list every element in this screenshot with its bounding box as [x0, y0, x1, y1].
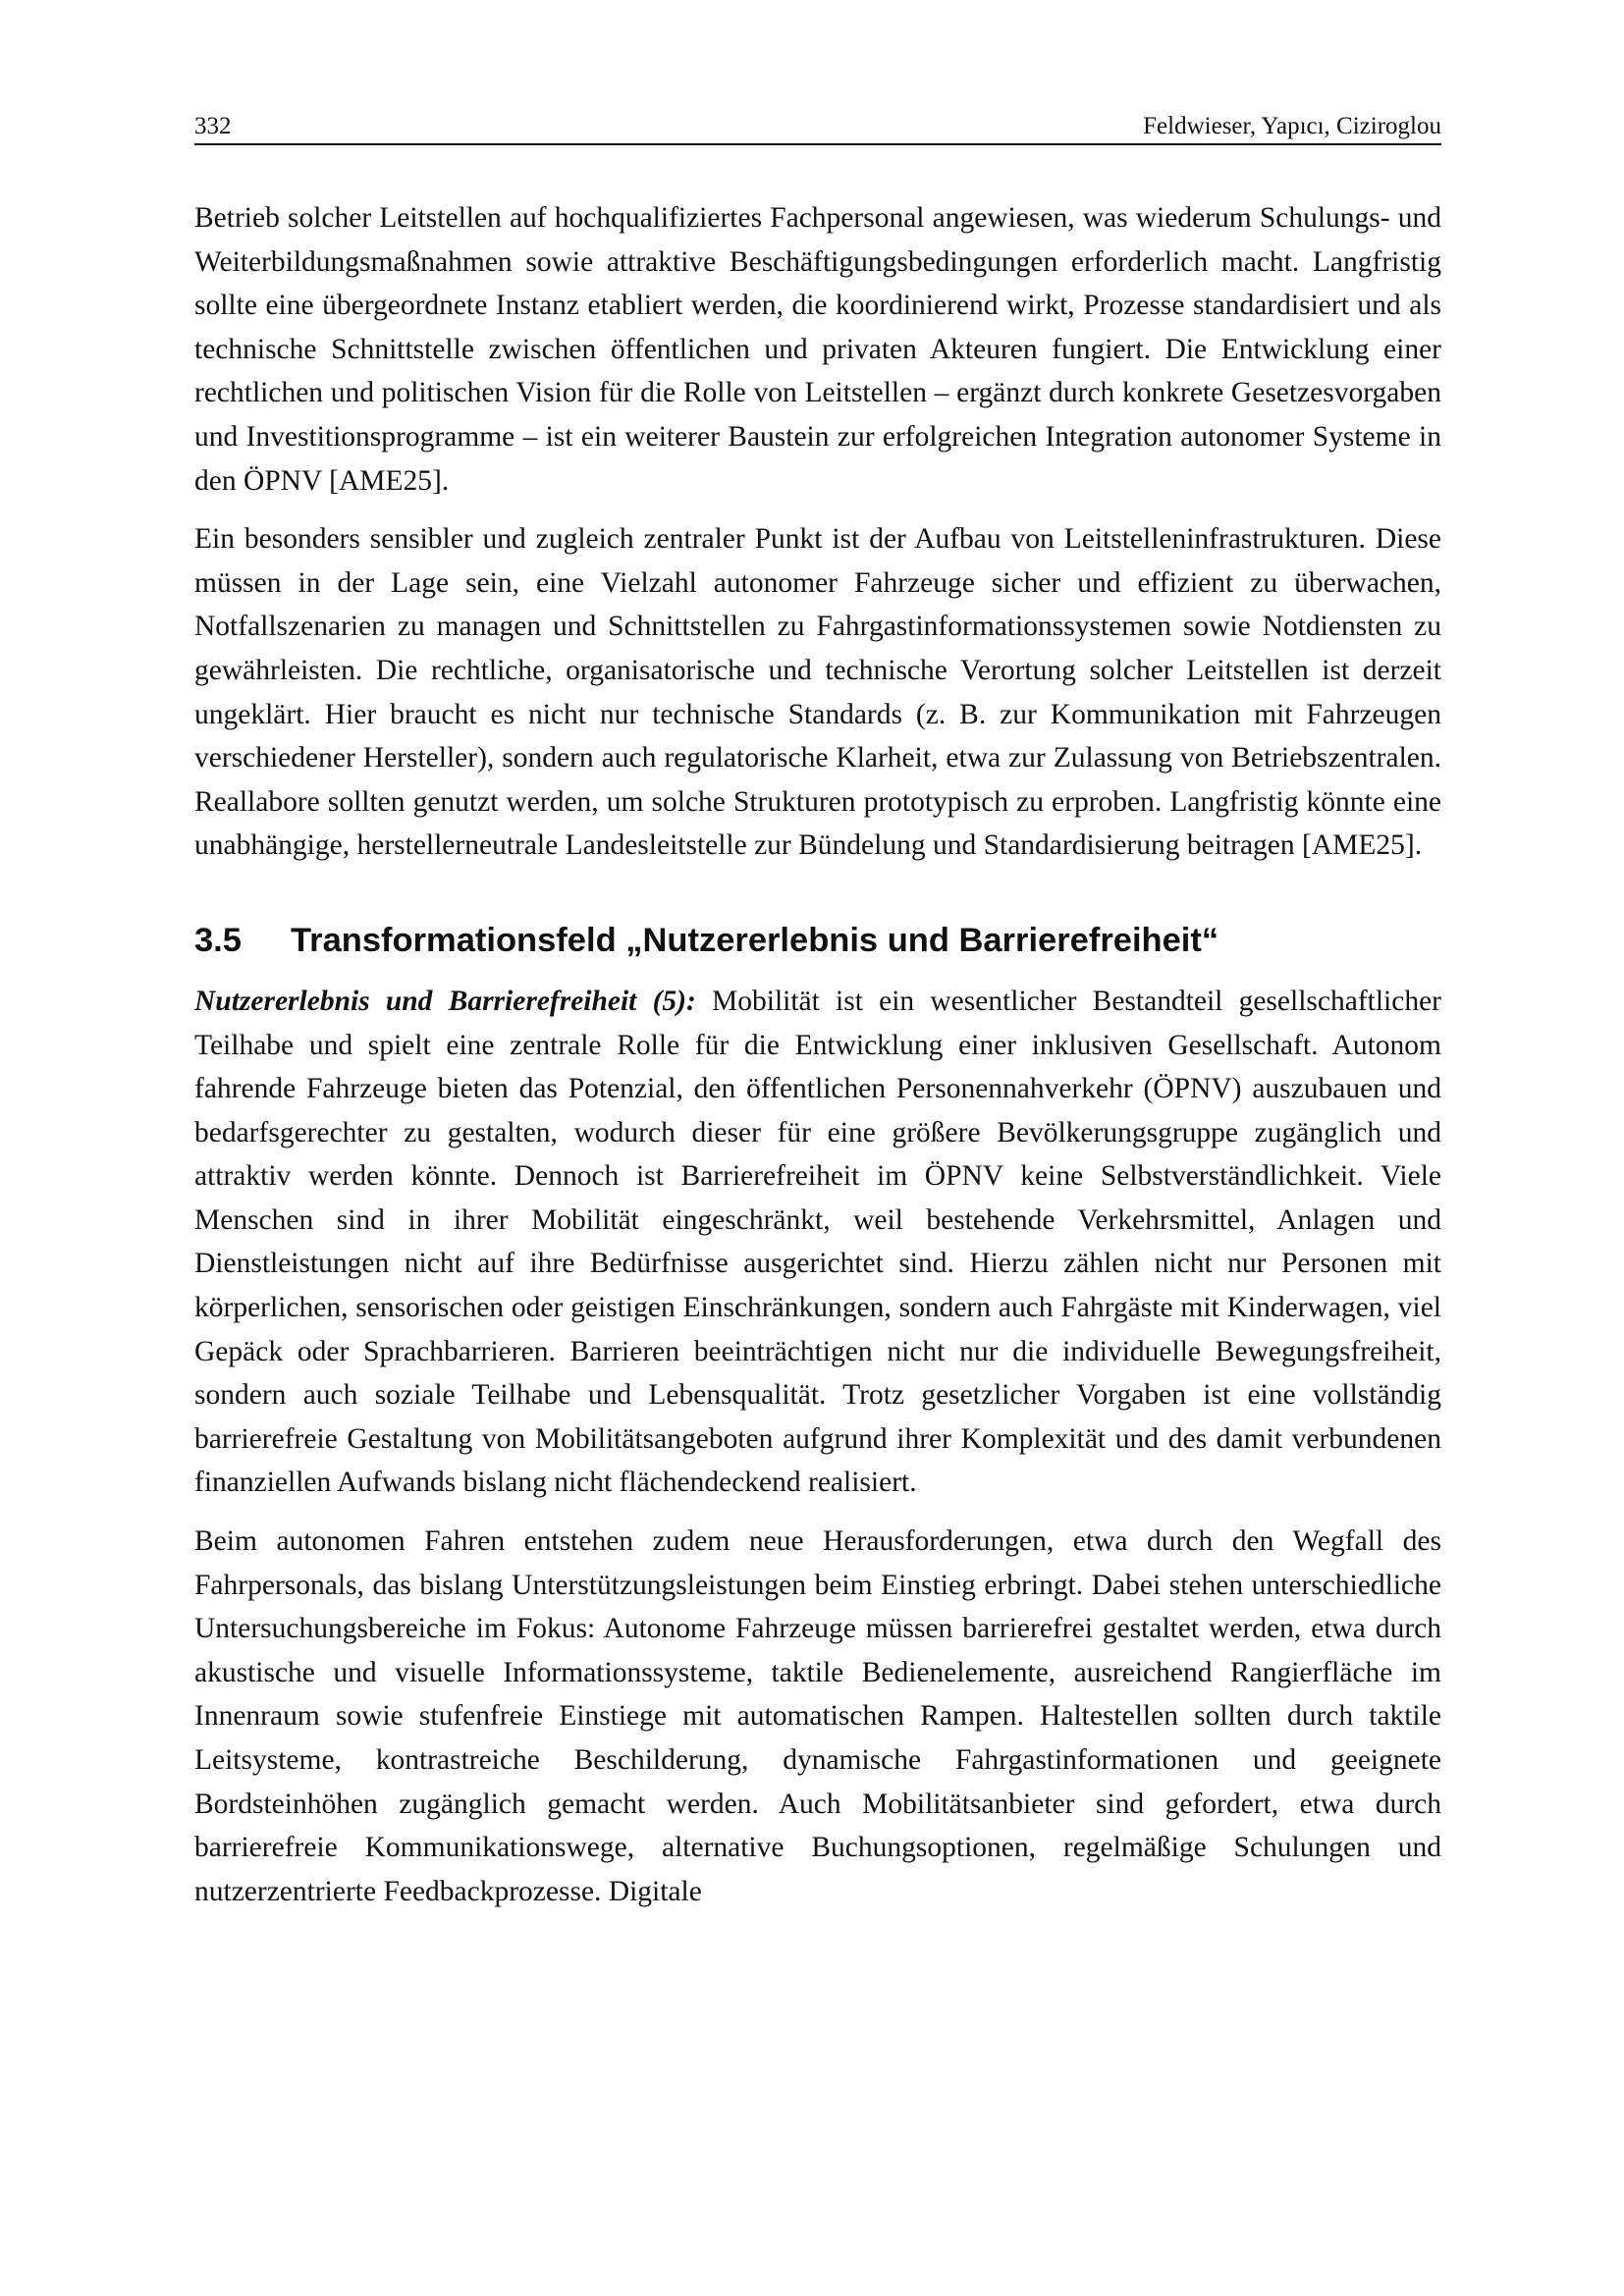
section-number: 3.5: [194, 921, 242, 959]
running-head-authors: Feldwieser, Yapıcı, Ciziroglou: [1143, 113, 1441, 139]
paragraph-3-text: Mobilität ist ein wesentlicher Bestandteil gesellschaftlicher Teilhabe und spielt eine zentrale Rolle für die Entwicklung einer inklusiven Gesellschaft. Autonom fahrende Fahrzeuge bieten das Potenzial, den öffentlichen Personennahverkehr (ÖPNV) auszubauen und bedarfsgerechter zu gestalten, wodurch dieser für eine größere Bevölkerungsgruppe zugänglich und attraktiv werden könnte. Dennoch ist Barrierefreiheit im ÖPNV keine Selbstverständlichkeit. Viele Menschen sind in ihrer Mobilität eingeschränkt, weil bestehende Verkehrsmittel, Anlagen und Dienstleistungen nicht auf ihre Bedürfnisse ausgerichtet sind. Hierzu zählen nicht nur Personen mit körperlichen, sensorischen oder geistigen Einschränkungen, sondern auch Fahrgäste mit Kinderwagen, viel Gepäck oder Sprachbarrieren. Barrieren beeinträchtigen nicht nur die individuelle Bewegungsfreiheit, sondern auch soziale Teilhabe und Lebensqualität. Trotz gesetzlicher Vorgaben ist eine vollständig barrierefreie Gestaltung von Mobilitätsangeboten aufgrund ihrer Komplexität und des damit verbundenen finanziellen Aufwands bislang nicht flächendeckend realisiert.: [194, 985, 1441, 1499]
section-title: Transformationsfeld „Nutzererlebnis und Barrierefreiheit“: [291, 921, 1219, 959]
paragraph-1: Betrieb solcher Leitstellen auf hochqualifiziertes Fachpersonal angewiesen, was wiederum Schulungs- und Weiterbildungsmaßnahmen sowie attraktive Beschäftigungsbedingungen erforderlich macht. Langfristig sollte eine übergeordnete Instanz etabliert werden, die koordinierend wirkt, Prozesse standardisiert und als technische Schnittstelle zwischen öffentlichen und privaten Akteuren fungiert. Die Entwicklung einer rechtlichen und politischen Vision für die Rolle von Leitstellen – ergänzt durch konkrete Gesetzesvorgaben und Investitionsprogramme – ist ein weiterer Baustein zur erfolgreichen Integration autonomer Systeme in den ÖPNV [AME25].: [194, 202, 1441, 497]
paragraph-lead-in: Nutzererlebnis und Barrierefreiheit (5):: [194, 985, 696, 1017]
paragraph-3: [194, 980, 1441, 1505]
paragraph-4: Beim autonomen Fahren entstehen zudem neue Herausforderungen, etwa durch den Wegfall des Fahrpersonals, das bislang Unterstützungsleistungen beim Einstieg erbringt. Dabei stehen unterschiedliche Untersuchungsbereiche im Fokus: Autonome Fahrzeuge müssen barrierefrei gestaltet werden, etwa durch akustische und visuelle Informationssysteme, taktile Bedienelemente, ausreichend Rangierfläche im Innenraum sowie stufenfreie Einstiege mit automatischen Rampen. Haltestellen sollten durch taktile Leitsysteme, kontrastreiche Beschilderung, dynamische Fahrgastinformationen und geeignete Bordsteinhöhen zugänglich gemacht werden. Auch Mobilitätsanbieter sind gefordert, etwa durch barrierefreie Kommunikationswege, alternative Buchungsoptionen, regelmäßige Schulungen und nutzerzentrierte Feedbackprozesse. Digitale: [194, 1525, 1441, 1907]
paragraph-2: Ein besonders sensibler und zugleich zentraler Punkt ist der Aufbau von Leitstelleninfrastrukturen. Diese müssen in der Lage sein, eine Vielzahl autonomer Fahrzeuge sicher und effizient zu überwachen, Notfallszenarien zu managen und Schnittstellen zu Fahrgastinformationssystemen sowie Notdiensten zu gewährleisten. Die rechtliche, organisatorische und technische Verortung solcher Leitstellen ist derzeit ungeklärt. Hier braucht es nicht nur technische Standards (z. B. zur Kommunikation mit Fahrzeugen verschiedener Hersteller), sondern auch regulatorische Klarheit, etwa zur Zulassung von Betriebszentralen. Reallabore sollten genutzt werden, um solche Strukturen prototypisch zu erproben. Langfristig könnte eine unabhängige, herstellerneutrale Landesleitstelle zur Bündelung und Standardisierung beitragen [AME25].: [194, 523, 1441, 862]
body-text: [194, 196, 1441, 1913]
page-number: 332: [194, 113, 232, 139]
running-header: [194, 110, 1441, 145]
section-heading: [194, 919, 1441, 962]
